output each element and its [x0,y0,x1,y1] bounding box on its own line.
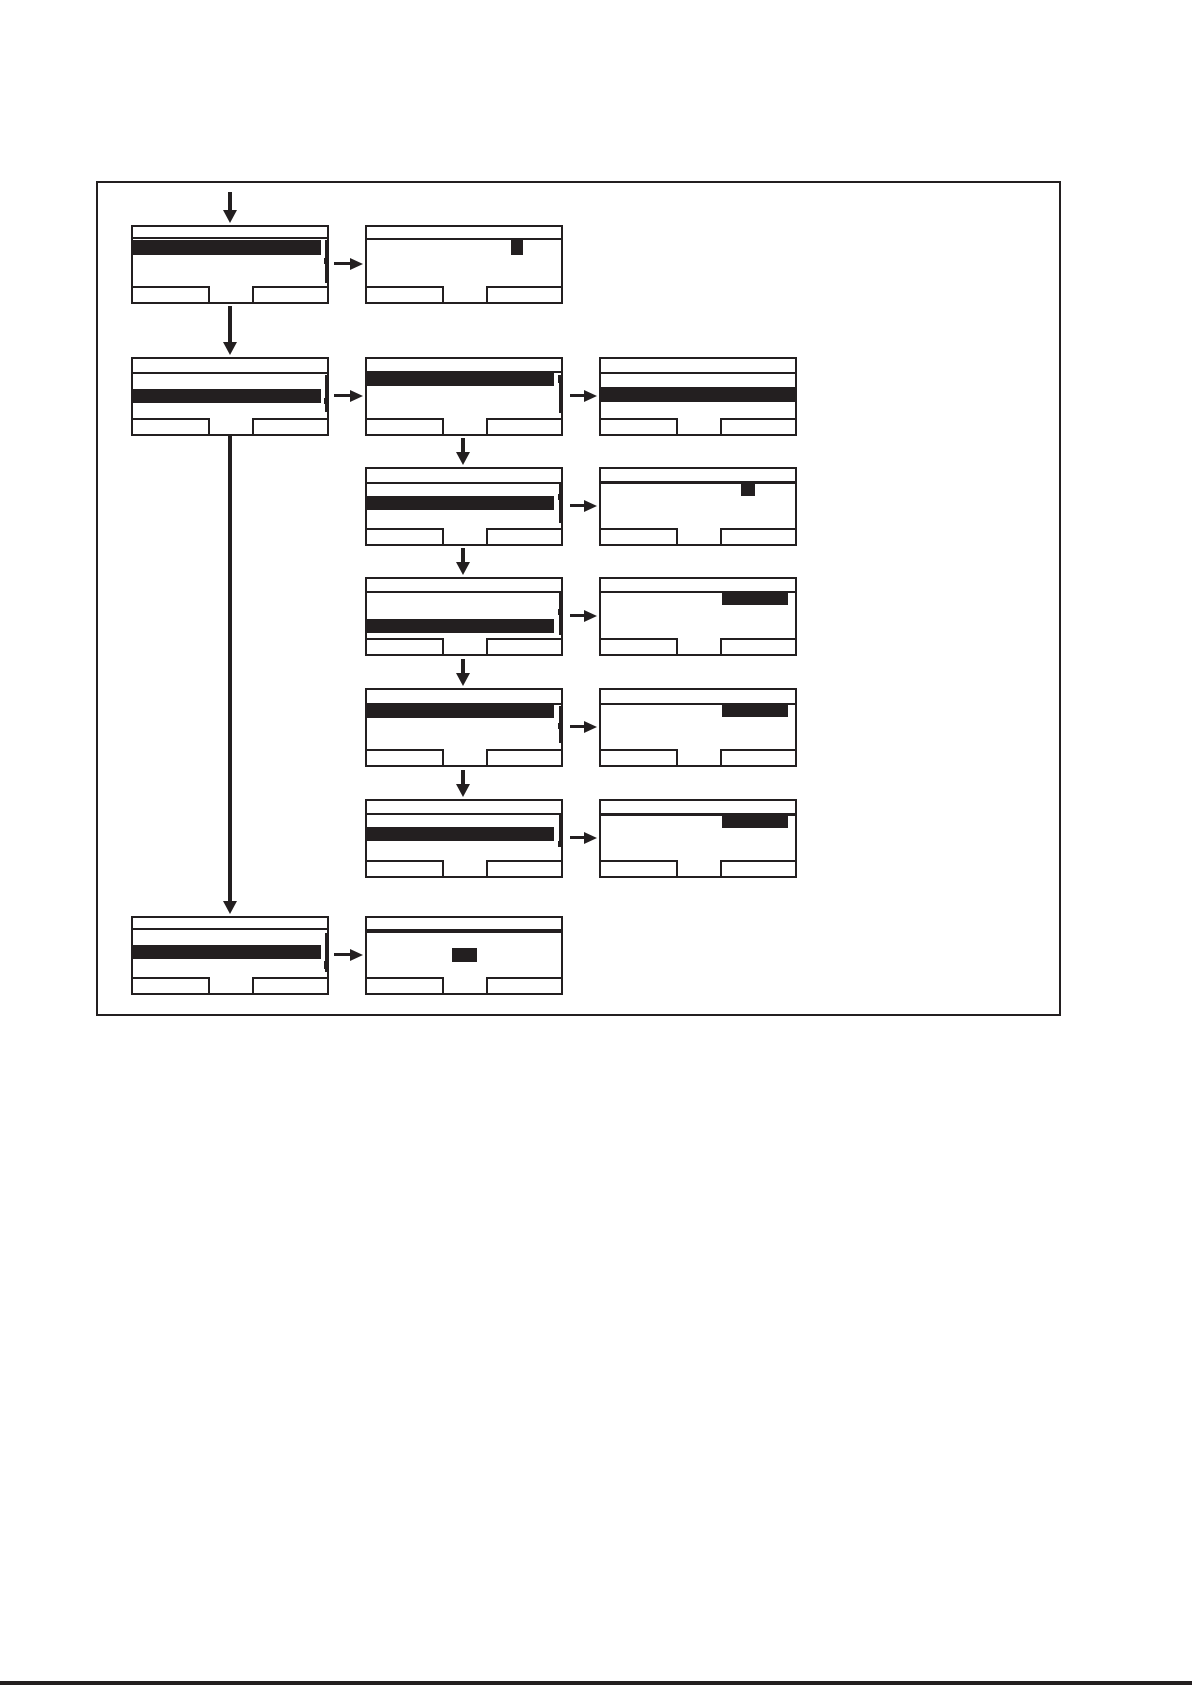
softkey-right [252,286,327,302]
softkey-left [133,286,210,302]
softkey-left [133,418,210,434]
selection-indicator [511,240,523,255]
menu-highlight-bar [601,387,795,402]
screen-r2c1 [131,357,329,436]
softkey-right [486,286,561,302]
arrow-stem [228,436,232,903]
screen-r2c2 [365,357,563,436]
softkey-right [720,860,795,876]
screen-title-divider [133,928,327,930]
arrow-head-right [584,610,597,622]
softkey-right [486,860,561,876]
scrollbar-thumb [324,398,329,404]
menu-highlight-bar [367,827,554,841]
diagram-frame [96,181,1061,1016]
softkey-right [252,418,327,434]
scrollbar-thumb [558,609,563,615]
softkey-left [601,749,678,765]
softkey-left [367,418,444,434]
arrow-head-down [456,452,470,465]
screen-r5c3 [599,688,797,767]
scrollbar-thumb [558,494,563,500]
arrow-head-right [350,390,363,402]
arrow-head-down [456,784,470,797]
screen-title-divider [367,482,561,484]
softkey-right [486,528,561,544]
scrollbar-thumb [558,841,563,847]
arrow-head-down [456,562,470,575]
softkey-right [720,418,795,434]
arrow-stem [228,192,232,212]
arrow-stem [228,306,232,344]
softkey-left [367,528,444,544]
screen-title-divider [133,237,327,239]
arrow-head-right [350,258,363,270]
softkey-left [367,749,444,765]
menu-highlight-bar [722,704,788,717]
softkey-left [133,977,210,993]
menu-highlight-bar [367,496,554,510]
screen-r3c2 [365,467,563,546]
menu-highlight-bar [367,372,554,386]
screen-r1c1 [131,225,329,304]
screen-r3c3 [599,467,797,546]
menu-highlight-bar [133,945,321,959]
screen-r7c2 [365,916,563,995]
menu-highlight-bar [722,815,788,828]
softkey-right [486,418,561,434]
softkey-right [720,749,795,765]
softkey-right [252,977,327,993]
screen-title-divider [367,591,561,593]
arrow-head-down [223,342,237,355]
softkey-right [486,749,561,765]
arrow-head-right [584,390,597,402]
softkey-right [486,638,561,654]
arrow-head-down [223,901,237,914]
scrollbar-track [325,375,327,412]
menu-highlight-bar [133,389,321,403]
screen-r6c3 [599,799,797,878]
screen-r4c2 [365,577,563,656]
softkey-left [601,638,678,654]
arrow-head-down [223,210,237,223]
screen-r6c2 [365,799,563,878]
softkey-right [486,977,561,993]
menu-highlight-bar [722,592,788,605]
softkey-left [601,528,678,544]
screen-title-divider [133,372,327,374]
softkey-right [720,528,795,544]
arrow-head-right [350,949,363,961]
scrollbar-thumb [324,961,329,969]
screen-title-divider [601,481,795,484]
scrollbar-thumb [324,258,329,264]
screen-r1c2 [365,225,563,304]
screen-r4c3 [599,577,797,656]
menu-highlight-bar [133,240,321,255]
softkey-left [367,860,444,876]
screen-title-divider [367,238,561,240]
softkey-left [367,977,444,993]
screen-title-divider [367,929,561,933]
selection-indicator [741,483,755,496]
softkey-left [367,638,444,654]
softkey-left [367,286,444,302]
softkey-left [601,860,678,876]
screen-r5c2 [365,688,563,767]
softkey-left [601,418,678,434]
screen-r7c1 [131,916,329,995]
softkey-right [720,638,795,654]
screen-title-divider [367,813,561,815]
screen-title-divider [601,372,795,374]
arrow-head-right [584,500,597,512]
scrollbar-track [559,483,561,523]
arrow-head-right [584,832,597,844]
arrow-head-right [584,721,597,733]
screen-r2c3 [599,357,797,436]
menu-highlight-bar [367,704,554,718]
page-bottom-rule [0,1681,1192,1685]
scrollbar-thumb [558,723,563,729]
menu-highlight-bar [367,619,554,633]
arrow-head-down [456,673,470,686]
selection-indicator [452,948,477,962]
scrollbar-thumb [558,375,563,383]
